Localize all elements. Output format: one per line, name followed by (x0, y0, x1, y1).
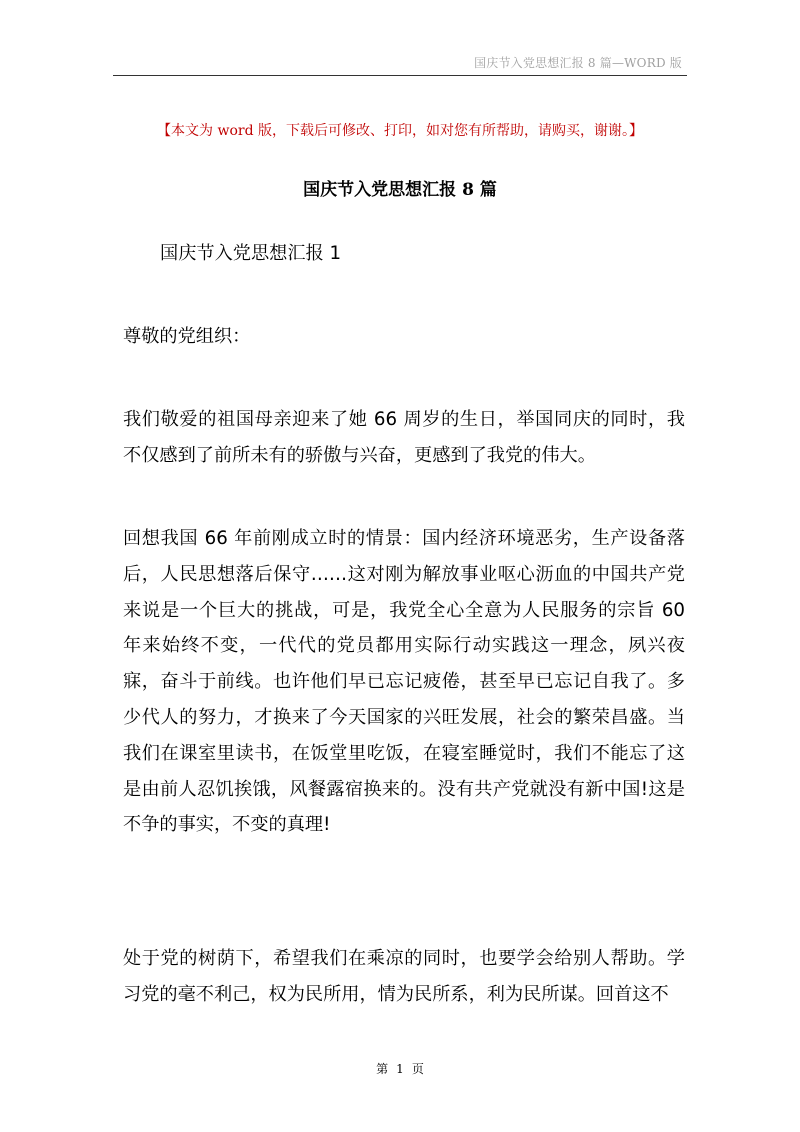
page-number: 1 (396, 1062, 404, 1076)
running-header: 国庆节入党思想汇报 8 篇—WORD 版 (474, 56, 682, 70)
footer-suffix: 页 (411, 1062, 424, 1076)
paragraph-3: 处于党的树荫下，希望我们在乘凉的同时，也要学会给别人帮助。学习党的毫不利己，权为民所用，情为民所系，利为民所谋。回首这不 (123, 948, 685, 1005)
document-title: 国庆节入党思想汇报 8 篇 (303, 180, 497, 200)
salutation: 尊敬的党组织： (123, 326, 251, 347)
footer-prefix: 第 (376, 1062, 389, 1076)
paragraph-1: 我们敬爱的祖国母亲迎来了她 66 周岁的生日，举国同庆的同时，我不仅感到了前所未有的骄傲与兴奋，更感到了我党的伟大。 (123, 409, 685, 466)
download-notice: 【本文为 word 版，下载后可修改、打印，如对您有所帮助，请购买，谢谢。】 (157, 123, 643, 139)
paragraph-2: 回想我国 66 年前刚成立时的情景：国内经济环境恶劣，生产设备落后，人民思想落后保守……这对刚为解放事业呕心沥血的中国共产党来说是一个巨大的挑战，可是，我党全心全意为人民服务的宗旨 60 年来始终不变，一代代的党员都用实际行动实践这一理念，夙兴夜寐，奋斗于前线。也许他们早已忘记疲倦，甚至早已忘记自我了。多少代人的努力，才换来了今天国家的兴旺发展，社会的繁荣昌盛。当我们在课室里读书，在饭堂里吃饭，在寝室睡觉时，我们不能忘了这是由前人忍饥挨饿，风餐露宿换来的。没有共产党就没有新中国!这是不争的事实，不变的真理! (123, 528, 685, 836)
section-subtitle: 国庆节入党思想汇报 1 (160, 243, 342, 264)
page-footer (0, 1060, 800, 1077)
header-divider (113, 75, 687, 76)
